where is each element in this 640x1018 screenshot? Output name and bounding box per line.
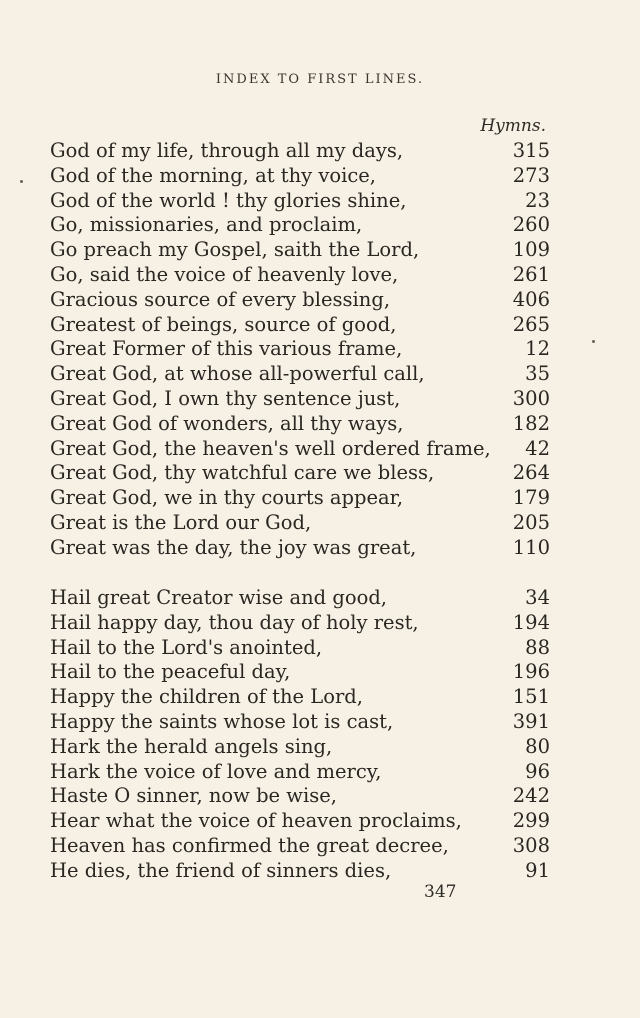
hymn-number: 265	[512, 312, 550, 336]
hymn-number: 34	[525, 586, 550, 609]
index-entry	[50, 859, 550, 884]
first-line-text: Great God, thy watchful care we bless,	[50, 461, 435, 485]
print-speck	[592, 340, 595, 343]
index-section-g	[50, 139, 550, 561]
hymn-number: 182	[512, 411, 550, 435]
index-entry	[50, 511, 550, 536]
first-line-text: Great God, I own thy sentence just,	[50, 386, 401, 410]
first-line-text: Hail happy day, thou day of holy rest,	[50, 610, 419, 634]
hymn-number: 42	[525, 436, 550, 460]
index-entry	[50, 387, 550, 412]
index-section-h	[50, 586, 550, 884]
first-line-text: Haste O sinner, now be wise,	[50, 784, 337, 808]
hymn-number: 110	[512, 535, 550, 559]
hymn-number: 196	[512, 660, 550, 684]
index-entry	[50, 362, 550, 387]
first-line-text: Great is the Lord our God,	[50, 510, 312, 534]
first-line-text: Great God of wonders, all thy ways,	[50, 411, 404, 435]
hymn-number: 264	[512, 461, 550, 485]
first-line-text: Greatest of beings, source of good,	[50, 312, 397, 336]
index-entry	[50, 164, 550, 189]
hymn-number: 151	[512, 685, 550, 709]
index-entry	[50, 710, 550, 735]
index-entry	[50, 412, 550, 437]
hymn-number: 261	[512, 262, 550, 286]
first-line-text: Happy the saints whose lot is cast,	[50, 709, 394, 733]
first-line-text: Hear what the voice of heaven proclaims,	[50, 809, 462, 833]
index-entry	[50, 611, 550, 636]
first-line-text: Hail to the Lord's anointed,	[50, 635, 323, 659]
index-entry	[50, 139, 550, 164]
first-line-text: Go, missionaries, and proclaim,	[50, 213, 363, 237]
first-line-text: Hark the herald angels sing,	[50, 734, 333, 758]
hymn-number: 406	[512, 287, 550, 311]
hymn-number: 315	[512, 139, 550, 162]
first-line-text: Heaven has confirmed the great decree,	[50, 833, 449, 857]
page-number: 347	[424, 882, 457, 902]
hymn-number: 80	[525, 734, 550, 758]
index-entry	[50, 536, 550, 561]
first-line-text: Great Former of this various frame,	[50, 337, 403, 361]
index-entry	[50, 313, 550, 338]
hymn-number: 391	[512, 709, 550, 733]
hymn-number: 260	[512, 213, 550, 237]
index-entry	[50, 437, 550, 462]
hymn-number: 205	[512, 510, 550, 534]
first-line-text: Great God, we in thy courts appear,	[50, 486, 404, 510]
hymn-number: 179	[512, 486, 550, 510]
column-header-hymns: Hymns.	[480, 116, 546, 136]
index-entry	[50, 337, 550, 362]
first-line-text: Gracious source of every blessing,	[50, 287, 391, 311]
index-entry	[50, 288, 550, 313]
index-entry	[50, 834, 550, 859]
index-entry	[50, 263, 550, 288]
hymn-number: 308	[512, 833, 550, 857]
first-line-text: He dies, the friend of sinners dies,	[50, 858, 392, 882]
index-entry	[50, 461, 550, 486]
hymn-number: 96	[525, 759, 550, 783]
index-entry	[50, 586, 550, 611]
running-head: INDEX TO FIRST LINES.	[215, 72, 425, 87]
index-entry	[50, 238, 550, 263]
hymn-number: 273	[512, 163, 550, 187]
first-line-text: Go preach my Gospel, saith the Lord,	[50, 238, 420, 262]
index-entry	[50, 660, 550, 685]
index-entry	[50, 784, 550, 809]
first-line-text: Great God, at whose all-powerful call,	[50, 362, 425, 386]
first-line-text: Great was the day, the joy was great,	[50, 535, 417, 559]
index-entry	[50, 189, 550, 214]
hymn-number: 299	[512, 809, 550, 833]
first-line-text: Happy the children of the Lord,	[50, 685, 363, 709]
hymn-number: 242	[512, 784, 550, 808]
first-line-text: Hail to the peaceful day,	[50, 660, 291, 684]
first-line-text: Hail great Creator wise and good,	[50, 586, 387, 609]
index-entry	[50, 486, 550, 511]
first-line-text: Hark the voice of love and mercy,	[50, 759, 382, 783]
hymn-number: 35	[525, 362, 550, 386]
hymn-number: 109	[512, 238, 550, 262]
print-speck	[20, 180, 23, 183]
index-entry	[50, 213, 550, 238]
first-line-text: Go, said the voice of heavenly love,	[50, 262, 399, 286]
first-line-text: God of the world ! thy glories shine,	[50, 188, 407, 212]
first-line-text: God of the morning, at thy voice,	[50, 163, 376, 187]
hymn-number: 91	[525, 858, 550, 882]
first-line-text: God of my life, through all my days,	[50, 139, 404, 162]
index-entry	[50, 636, 550, 661]
index-entry	[50, 760, 550, 785]
hymn-number: 194	[512, 610, 550, 634]
index-entry	[50, 685, 550, 710]
hymn-number: 12	[525, 337, 550, 361]
hymn-number: 88	[525, 635, 550, 659]
hymn-number: 23	[525, 188, 550, 212]
hymn-number: 300	[512, 386, 550, 410]
index-entry	[50, 809, 550, 834]
first-line-text: Great God, the heaven's well ordered frame,	[50, 436, 491, 460]
index-entry	[50, 735, 550, 760]
